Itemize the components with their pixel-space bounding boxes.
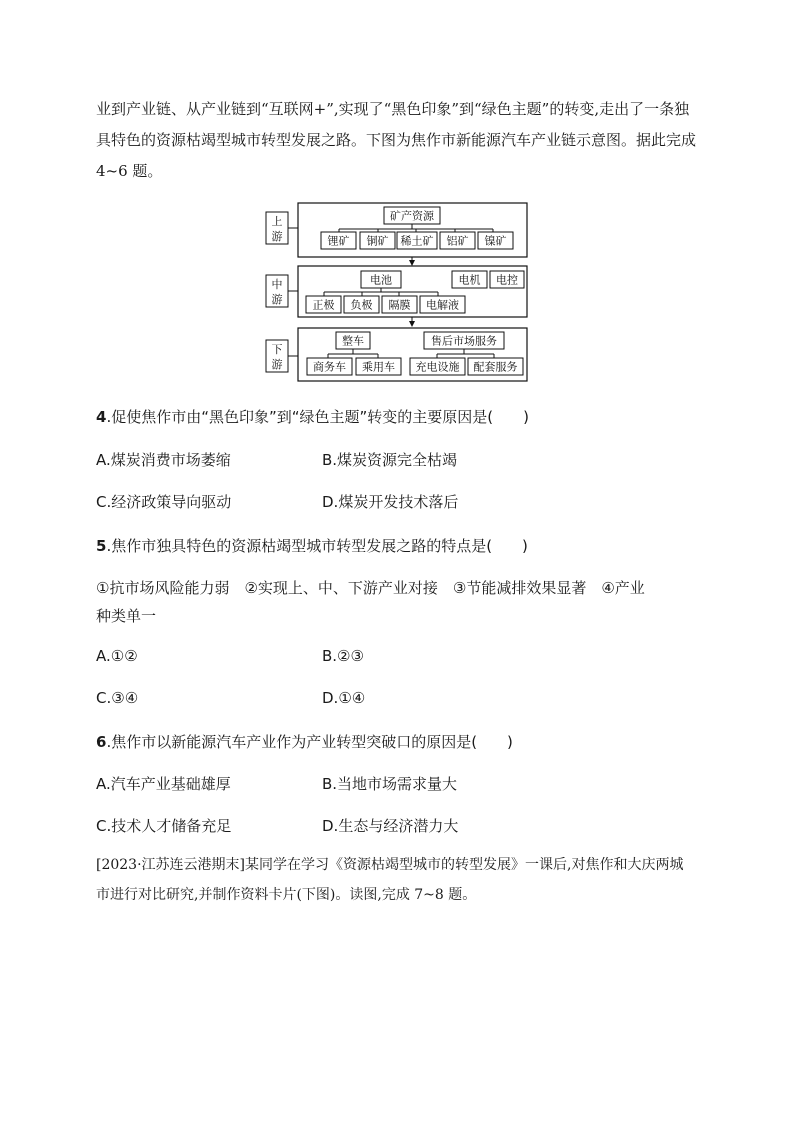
midstream-head: 电池 xyxy=(370,273,392,287)
question-5-statements-line-1: ①抗市场风险能力弱 ②实现上、中、下游产业对接 ③节能减排效果显著 ④产业 xyxy=(96,579,645,597)
question-4-option-c[interactable]: C.经济政策导向驱动 xyxy=(96,493,232,511)
question-6-stem xyxy=(96,731,513,752)
downstream-item-right: 充电设施 xyxy=(415,360,460,374)
question-5-option-b[interactable]: B.②③ xyxy=(322,647,364,665)
source-paragraph: [2023·江苏连云港期末]某同学在学习《资源枯竭型城市的转型发展》一课后,对焦作和大庆两城市进行对比研究,并制作资料卡片(下图)。读图,完成 7~8 题。 xyxy=(96,857,684,903)
question-5-option-d[interactable]: D.①④ xyxy=(322,689,366,707)
question-4-stem xyxy=(96,406,529,427)
downstream-section xyxy=(266,328,527,381)
upstream-section xyxy=(266,203,527,257)
question-5-option-c[interactable]: C.③④ xyxy=(96,689,139,707)
downstream-label-top: 下 xyxy=(271,343,283,356)
question-text: .焦作市以新能源汽车产业作为产业转型突破口的原因是( ) xyxy=(106,733,513,751)
upstream-item: 锂矿 xyxy=(327,234,350,248)
question-number: 6 xyxy=(96,733,107,751)
midstream-section xyxy=(266,266,527,317)
upstream-item: 铜矿 xyxy=(366,234,389,248)
midstream-extra: 电机 xyxy=(458,273,481,287)
question-6-option-c[interactable]: C.技术人才储备充足 xyxy=(96,817,232,835)
question-4-option-b[interactable]: B.煤炭资源完全枯竭 xyxy=(322,451,458,469)
downstream-item-right: 配套服务 xyxy=(473,360,518,374)
upstream-label-bottom: 游 xyxy=(271,230,283,243)
downstream-item-left: 乘用车 xyxy=(362,360,395,374)
question-number: 4 xyxy=(96,408,107,426)
midstream-label-top: 中 xyxy=(271,278,283,291)
midstream-item: 电解液 xyxy=(426,298,459,312)
question-4-option-d[interactable]: D.煤炭开发技术落后 xyxy=(322,493,459,511)
question-6-option-b[interactable]: B.当地市场需求量大 xyxy=(322,775,458,793)
midstream-label-bottom: 游 xyxy=(271,293,283,306)
upstream-label-top: 上 xyxy=(271,215,283,228)
midstream-item: 隔膜 xyxy=(388,298,411,312)
downstream-head-left: 整车 xyxy=(342,334,364,348)
upstream-head: 矿产资源 xyxy=(390,209,434,223)
question-text: .焦作市独具特色的资源枯竭型城市转型发展之路的特点是( ) xyxy=(106,537,528,555)
new-energy-vehicle-industry-chain-diagram xyxy=(262,200,532,386)
upstream-item: 铝矿 xyxy=(446,234,469,248)
midstream-extra: 电控 xyxy=(496,273,518,287)
midstream-item: 正极 xyxy=(312,298,335,312)
question-text: .促使焦作市由“黑色印象”到“绿色主题”转变的主要原因是( ) xyxy=(106,408,529,426)
downstream-item-left: 商务车 xyxy=(313,360,346,374)
upstream-item: 稀土矿 xyxy=(400,234,434,248)
downstream-label-bottom: 游 xyxy=(271,358,283,371)
upstream-item: 镍矿 xyxy=(484,234,507,248)
question-number: 5 xyxy=(96,537,107,555)
midstream-item: 负极 xyxy=(350,298,373,312)
downstream-head-right: 售后市场服务 xyxy=(431,334,497,348)
question-5-statements-line-2: 种类单一 xyxy=(96,607,157,625)
question-4-option-a[interactable]: A.煤炭消费市场萎缩 xyxy=(96,451,231,469)
question-5-stem xyxy=(96,535,528,556)
question-6-option-a[interactable]: A.汽车产业基础雄厚 xyxy=(96,775,231,793)
question-5-option-a[interactable]: A.①② xyxy=(96,647,138,665)
question-6-option-d[interactable]: D.生态与经济潜力大 xyxy=(322,817,459,835)
intro-paragraph: 业到产业链、从产业链到“互联网+”,实现了“黑色印象”到“绿色主题”的转变,走出了一条独具特色的资源枯竭型城市转型发展之路。下图为焦作市新能源汽车产业链示意图。据此完成 4~6 题。 xyxy=(96,100,697,180)
